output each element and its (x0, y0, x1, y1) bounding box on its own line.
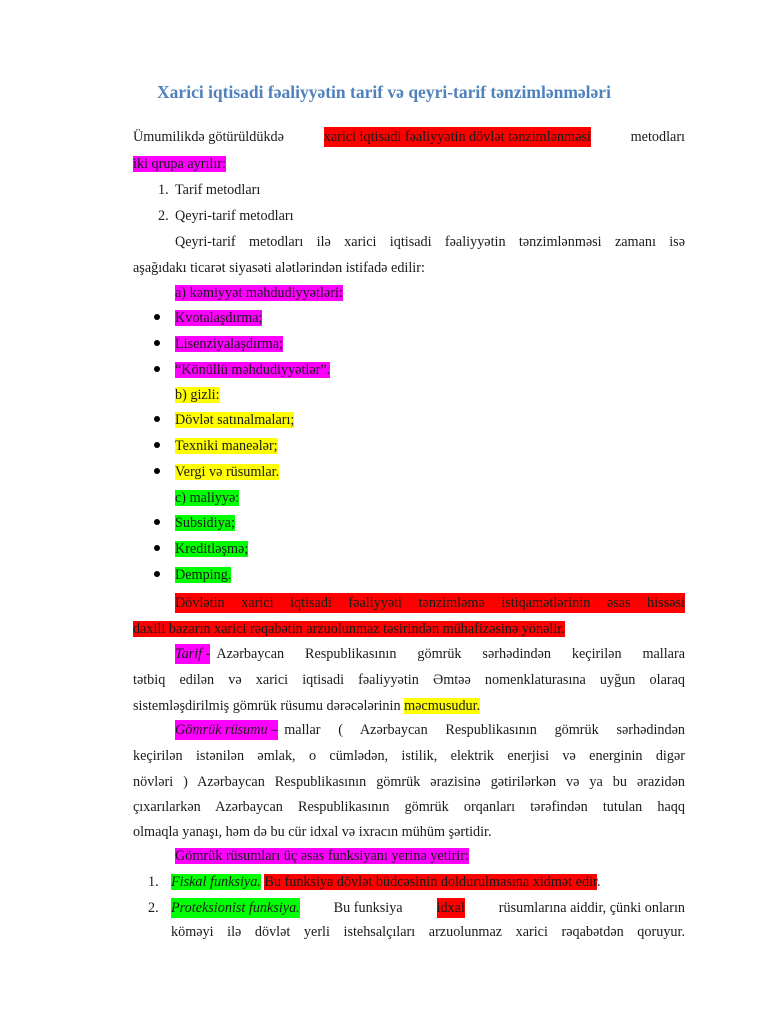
bullet-icon (154, 340, 160, 346)
group-c-item: Subsidiya; (175, 515, 235, 531)
state-line-1: Dövlətin xarici iqtisadi fəaliyyəti tənzimləmə istiqamətlərinin əsas hissəsi (175, 595, 685, 611)
customs-line-5: olmaqla yanaşı, həm də bu cür idxal və ixracın mühüm şərtidir. (133, 824, 492, 840)
bullet-icon (154, 366, 160, 372)
customs-line-4: çıxarılarkən Azərbaycan Respublikasının gömrük orqanları tərəfindən tutulan haqq (133, 799, 685, 815)
group-a-heading: a) kəmiyyət məhdudiyyətləri: (175, 285, 343, 301)
method-number: 2. (158, 208, 169, 224)
group-a-item: Lisenziyalaşdırma; (175, 336, 283, 352)
group-b-item: Texniki maneələr; (175, 438, 278, 454)
method-label: Qeyri-tarif metodları (175, 208, 294, 224)
bullet-icon (154, 442, 160, 448)
function-highlight: idxal (436, 900, 465, 916)
function-item-2: Proteksionist funksiya. Bu funksiya idxal rüsumlarına aiddir, çünki onların (171, 900, 685, 916)
group-b-item: Vergi və rüsumlar. (175, 464, 280, 480)
function-item-2-line-2: köməyi ilə dövlət yerli istehsalçıları arzuolunmaz xarici rəqabətdən qoruyur. (171, 924, 685, 940)
document-title: Xarici iqtisadi fəaliyyətin tarif və qeyri-tarif tənzimlənmələri (157, 82, 611, 102)
state-line-2: daxili bazarın xarici rəqabətin arzuolunmaz təsirindən mühafizəsinə yönəlir. (133, 621, 565, 637)
intro-line-2 (133, 154, 226, 174)
group-c-heading: c) maliyyə: (175, 490, 240, 506)
tarif-line-3: sistemləşdirilmiş gömrük rüsumu dərəcələrinin məcmusudur. (133, 698, 481, 714)
tarif-term: Tarif - (175, 646, 211, 662)
group-a-item: “Könüllü məhdudiyyətlər”. (175, 362, 331, 378)
customs-line-3: növləri ) Azərbaycan Respublikasının gömrük ərazisinə gətirilərkən və ya bu ərazidən (133, 774, 685, 790)
group-c-item: Demping. (175, 567, 232, 583)
method-number: 1. (158, 182, 169, 198)
intro-text: metodları (630, 129, 685, 145)
bullet-icon (154, 416, 160, 422)
group-b-heading: b) gizli: (175, 387, 220, 403)
tarif-line-2: tətbiq edilən və xarici iqtisadi fəaliyyətin Əmtəə nomenklaturasına uyğun olaraq (133, 672, 685, 688)
function-text: Bu funksiya dövlət büdcəsinin doldurulmasına xidmət edir (264, 874, 597, 890)
method-label: Tarif metodları (175, 182, 261, 198)
tarif-line-1: Tarif - Azərbaycan Respublikasının gömrük sərhədindən keçirilən mallara (175, 646, 685, 662)
function-term: Proteksionist funksiya. (171, 900, 300, 916)
nontariff-line-2: aşağıdakı ticarət siyasəti alətlərindən istifadə edilir: (133, 260, 425, 276)
group-a-item: Kvotalaşdırma; (175, 310, 263, 326)
function-term: Fiskal funksiya. (171, 874, 261, 890)
customs-term: Gömrük rüsumu – (175, 722, 279, 738)
customs-line-1: Gömrük rüsumu – mallar ( Azərbaycan Respublikasının gömrük sərhədindən (175, 722, 685, 738)
nontariff-line-1: Qeyri-tarif metodları ilə xarici iqtisadi fəaliyyətin tənzimlənməsi zamanı isə (175, 234, 685, 250)
customs-line-2: keçirilən istənilən əmlak, o cümlədən, istilik, elektrik enerjisi və energinin digər (133, 748, 685, 764)
group-b-item: Dövlət satınalmaları; (175, 412, 295, 428)
intro-text: Ümumilikdə götürüldükdə (133, 129, 284, 145)
bullet-icon (154, 519, 160, 525)
bullet-icon (154, 314, 160, 320)
function-number: 1. (148, 874, 159, 890)
group-c-item: Kreditləşmə; (175, 541, 249, 557)
functions-heading: Gömrük rüsumları üç əsas funksiyanı yerinə yetirir: (175, 848, 469, 864)
bullet-icon (154, 468, 160, 474)
intro-highlight-magenta: iki qrupa ayrılır: (133, 156, 226, 172)
intro-line-1 (133, 127, 685, 147)
function-item-1: Fiskal funksiya. Bu funksiya dövlət büdcəsinin doldurulmasına xidmət edir. (171, 874, 601, 890)
bullet-icon (154, 571, 160, 577)
intro-highlight-red: xarici iqtisadi fəaliyyətin dövlət tənzimlənməsi (323, 129, 591, 145)
bullet-icon (154, 545, 160, 551)
tarif-highlight: məcmusudur. (404, 698, 481, 714)
function-number: 2. (148, 900, 159, 916)
